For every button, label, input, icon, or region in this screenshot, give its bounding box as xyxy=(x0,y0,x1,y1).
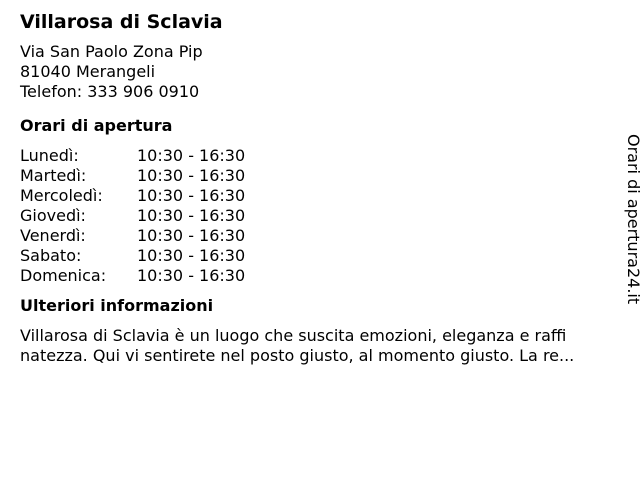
site-watermark xyxy=(623,134,643,310)
hours-day-thursday: Giovedì: xyxy=(20,206,86,225)
opening-hours-table xyxy=(20,146,620,286)
hours-time-friday: 10:30 - 16:30 xyxy=(137,226,246,245)
hours-time-monday: 10:30 - 16:30 xyxy=(137,146,246,165)
watermark-text: Orari di apertura24.it xyxy=(624,134,643,305)
additional-info-heading: Ulteriori informazioni xyxy=(20,296,214,315)
hours-time-thursday: 10:30 - 16:30 xyxy=(137,206,246,225)
hours-day-monday: Lunedì: xyxy=(20,146,79,165)
business-card xyxy=(20,10,620,366)
address-block xyxy=(20,42,620,102)
postal-city: 81040 Merangeli xyxy=(20,62,156,81)
street-address: Via San Paolo Zona Pip xyxy=(20,42,203,61)
hours-day-saturday: Sabato: xyxy=(20,246,82,265)
hours-time-tuesday: 10:30 - 16:30 xyxy=(137,166,246,185)
hours-time-wednesday: 10:30 - 16:30 xyxy=(137,186,246,205)
hours-day-sunday: Domenica: xyxy=(20,266,107,285)
business-name: Villarosa di Sclavia xyxy=(20,11,223,33)
phone-number: Telefon: 333 906 0910 xyxy=(20,82,200,101)
hours-day-tuesday: Martedì: xyxy=(20,166,87,185)
hours-day-wednesday: Mercoledì: xyxy=(20,186,103,205)
hours-day-friday: Venerdì: xyxy=(20,226,86,245)
business-description: Villarosa di Sclavia è un luogo che suscita emozioni, eleganza e raffi natezza. Qui vi sentirete nel posto giusto, al momento giusto. La re... xyxy=(20,326,575,365)
opening-hours-heading: Orari di apertura xyxy=(20,116,173,135)
hours-time-sunday: 10:30 - 16:30 xyxy=(137,266,246,285)
hours-time-saturday: 10:30 - 16:30 xyxy=(137,246,246,265)
